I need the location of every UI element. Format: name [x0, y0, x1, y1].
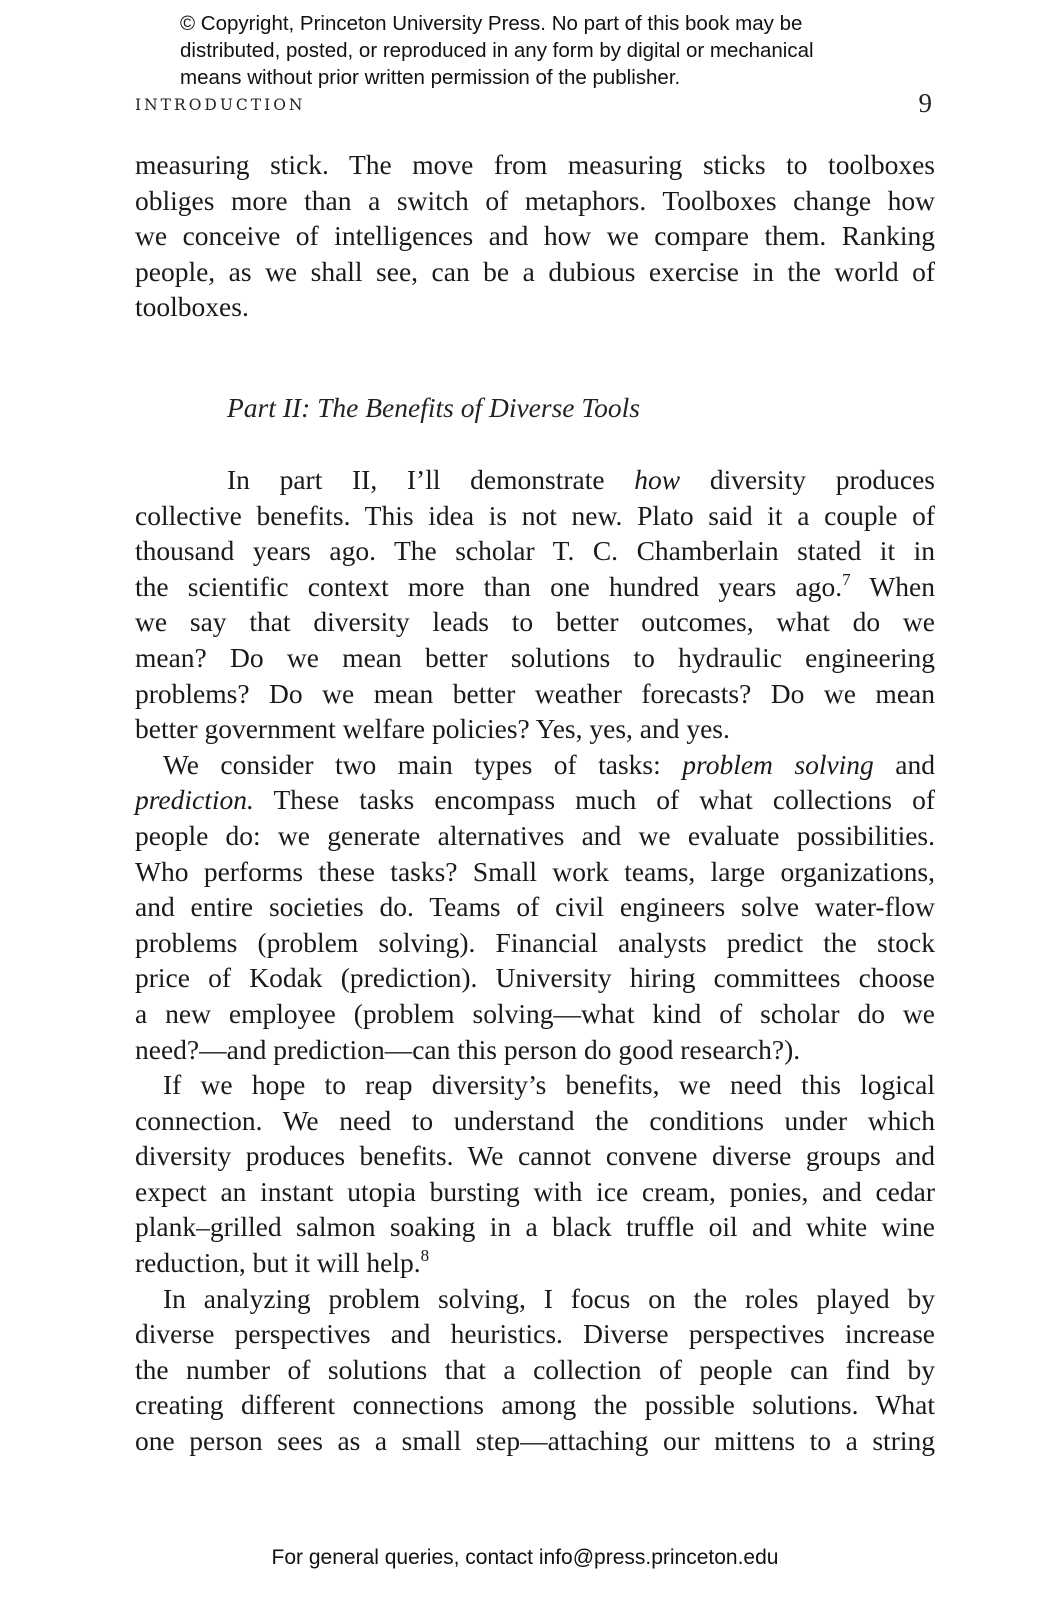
copyright-line: means without prior written permission of the publisher. — [180, 66, 681, 89]
text-line: better government welfare policies? Yes, yes, and yes. — [135, 713, 730, 745]
text-line: people do: we generate alternatives and we evaluate possibilities. — [135, 819, 935, 851]
text-run: and — [895, 748, 936, 780]
text-line: price of Kodak (prediction). University hiring committees choose — [135, 962, 935, 994]
text-line: a new employee (problem solving—what kind of scholar do we — [135, 997, 935, 1029]
footnote-marker: 8 — [420, 1246, 430, 1266]
copyright-line: distributed, posted, or reproduced in any form by digital or mechanical — [180, 39, 814, 62]
text-line: creating different connections among the possible solutions. What — [135, 1389, 935, 1421]
text-line: people, as we shall see, can be a dubious exercise in the world of — [135, 255, 935, 287]
text-line: toolboxes. — [135, 291, 249, 323]
running-head: INTRODUCTION — [135, 96, 306, 114]
text-fragment: the scientific context more than one hundred years ago. — [135, 570, 843, 602]
text-run: In part II, I’ll demonstrate — [227, 464, 605, 495]
text-line: problems? Do we mean better weather forecasts? Do we mean — [135, 677, 935, 709]
text-line: we conceive of intelligences and how we compare them. Ranking — [135, 220, 935, 252]
paragraph-continuation — [135, 147, 935, 325]
text-line: need?—and prediction—can this person do good research?). — [135, 1033, 801, 1065]
text-run: diversity produces — [709, 464, 936, 495]
section-heading: Part II: The Benefits of Diverse Tools — [227, 392, 640, 423]
text-line: In analyzing problem solving, I focus on the roles played by — [163, 1282, 935, 1314]
text-line: measuring stick. The move from measuring sticks to toolboxes — [135, 149, 935, 180]
text-line: If we hope to reap diversity’s benefits, we need this logical — [163, 1069, 935, 1101]
body-text — [135, 462, 935, 1459]
text-line: obliges more than a switch of metaphors. Toolboxes change how — [135, 184, 935, 216]
copyright-line: © Copyright, Princeton University Press. No part of this book may be — [180, 12, 803, 35]
text-line: plank–grilled salmon soaking in a black truffle oil and white wine — [135, 1211, 935, 1243]
text-line: problems (problem solving). Financial analysts predict the stock — [135, 926, 935, 958]
text-line: and entire societies do. Teams of civil engineers solve water-flow — [135, 891, 935, 923]
text-line: collective benefits. This idea is not new. Plato said it a couple of — [135, 499, 935, 531]
text-line: thousand years ago. The scholar T. C. Chamberlain stated it in — [135, 535, 935, 567]
text-run: reduction, but it will help. — [135, 1247, 421, 1279]
emphasis-text: prediction. — [135, 784, 254, 816]
text-line: diversity produces benefits. We cannot convene diverse groups and — [135, 1140, 935, 1172]
text-line — [135, 747, 935, 783]
page-number: 9 — [918, 88, 932, 118]
text-line — [135, 1245, 935, 1281]
emphasis-text: how — [634, 464, 681, 495]
text-line — [135, 569, 935, 605]
text-run — [135, 571, 851, 602]
text-line: connection. We need to understand the conditions under which — [135, 1104, 935, 1136]
text-line — [135, 782, 935, 818]
copyright-notice — [180, 10, 940, 91]
emphasis-text: problem solving — [682, 748, 874, 780]
text-run: These tasks encompass much of what collections of — [273, 784, 935, 816]
text-line: the number of solutions that a collection of people can find by — [135, 1353, 935, 1385]
footer-contact: For general queries, contact info@press.princeton.edu — [271, 1546, 779, 1569]
text-run: When — [869, 570, 935, 602]
text-line: Who performs these tasks? Small work teams, large organizations, — [135, 855, 935, 887]
text-line: expect an instant utopia bursting with ice cream, ponies, and cedar — [135, 1175, 935, 1207]
footnote-marker: 7 — [842, 569, 851, 589]
text-line: one person sees as a small step—attaching our mittens to a string — [135, 1425, 935, 1457]
text-line — [135, 462, 935, 498]
text-line: we say that diversity leads to better outcomes, what do we — [135, 606, 935, 638]
text-line: diverse perspectives and heuristics. Diverse perspectives increase — [135, 1318, 935, 1350]
text-run: We consider two main types of tasks: — [163, 748, 661, 780]
text-line: mean? Do we mean better solutions to hydraulic engineering — [135, 641, 935, 673]
